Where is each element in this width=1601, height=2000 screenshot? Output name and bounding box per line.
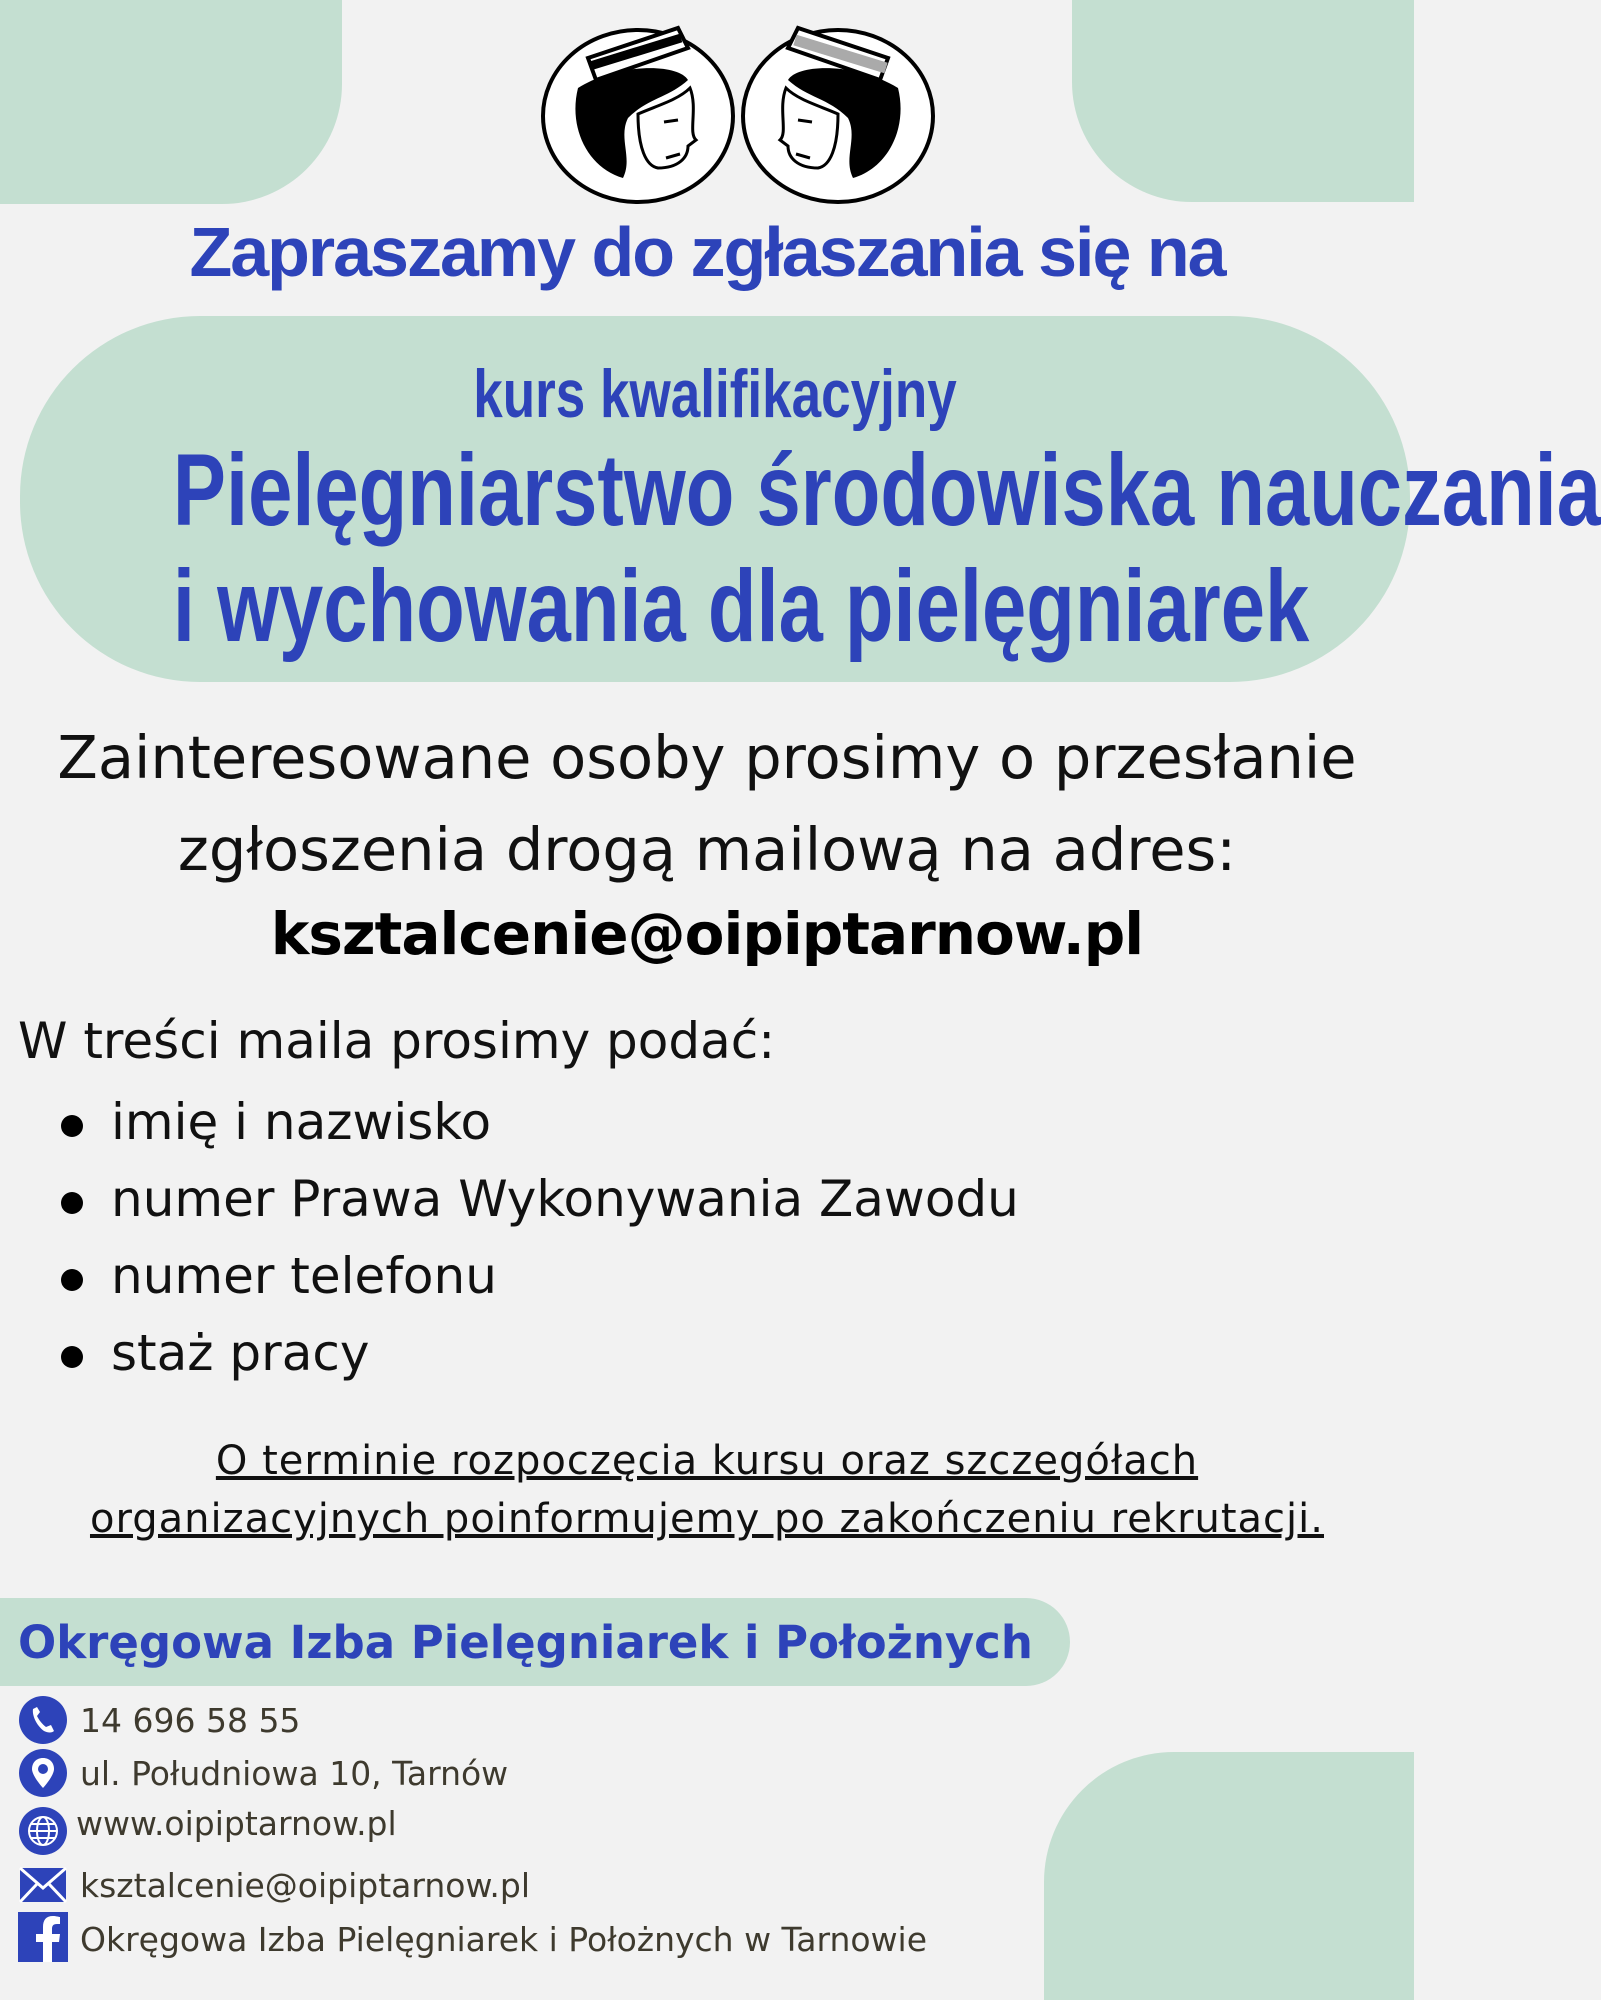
organization-banner: [0, 1598, 1070, 1686]
schedule-note: [0, 1432, 1414, 1548]
invite-heading: Zapraszamy do zgłaszania się na: [189, 213, 1225, 291]
bullet-icon: [61, 1192, 83, 1214]
organization-name: Okręgowa Izba Pielęgniarek i Położnych: [18, 1616, 1033, 1669]
note-line: O terminie rozpoczęcia kursu oraz szczegółach: [215, 1438, 1199, 1484]
envelope-icon: [18, 1860, 68, 1910]
course-kind: kurs kwalifikacyjny: [473, 356, 957, 432]
decor-corner-bottom-right: [1044, 1752, 1414, 2000]
contact-text: ksztalcenie@oipiptarnow.pl: [80, 1866, 531, 1905]
course-title: [172, 432, 1601, 664]
application-email[interactable]: ksztalcenie@oipiptarnow.pl: [270, 900, 1144, 968]
course-title-line: i wychowania dla pielęgniarek: [172, 549, 1310, 663]
list-item: staż pracy: [0, 1319, 1019, 1396]
contact-text: Okręgowa Izba Pielęgniarek i Położnych w Tarnowie: [80, 1920, 928, 1959]
location-pin-icon: [18, 1748, 68, 1798]
requirements-list: [0, 1088, 1019, 1396]
application-instructions: [0, 712, 1414, 896]
instructions-line: zgłoszenia drogą mailową na adres:: [177, 815, 1237, 884]
requirements-intro: W treści maila prosimy podać:: [18, 1012, 776, 1070]
list-item: numer Prawa Wykonywania Zawodu: [0, 1165, 1019, 1242]
instructions-line: Zainteresowane osoby prosimy o przesłanie: [57, 723, 1357, 792]
bullet-icon: [61, 1115, 83, 1137]
bullet-icon: [61, 1269, 83, 1291]
decor-corner-top-left: [0, 0, 342, 204]
decor-corner-top-right: [1072, 0, 1414, 202]
course-title-line: Pielęgniarstwo środowiska nauczania: [172, 433, 1601, 547]
list-item: numer telefonu: [0, 1242, 1019, 1319]
nurses-logo: [538, 18, 938, 204]
course-banner: [20, 316, 1601, 682]
list-item: imię i nazwisko: [0, 1088, 1019, 1165]
bullet-icon: [61, 1346, 83, 1368]
facebook-icon: [18, 1912, 68, 1962]
phone-icon: [18, 1695, 68, 1745]
globe-icon: [18, 1806, 68, 1856]
contact-text: 14 696 58 55: [80, 1701, 301, 1740]
contact-text: www.oipiptarnow.pl: [76, 1804, 397, 1843]
note-line: organizacyjnych poinformujemy po zakończeniu rekrutacji.: [89, 1496, 1324, 1542]
contact-text: ul. Południowa 10, Tarnów: [80, 1754, 509, 1793]
